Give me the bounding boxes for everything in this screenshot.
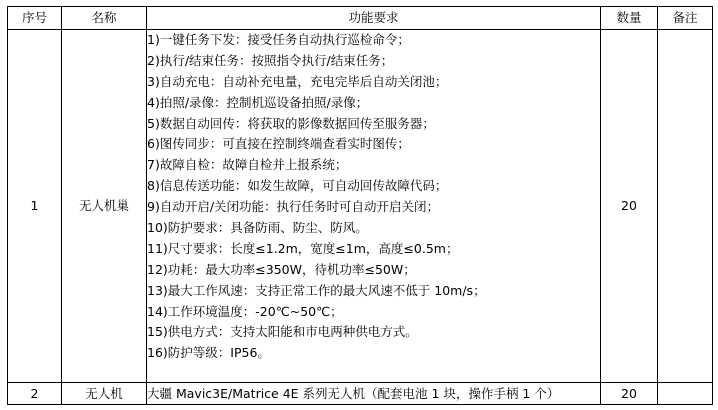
row-requirements: 大疆 Mavic3E/Matrice 4E 系列无人机（配套电池 1 块，操作手柄 1 个） (147, 383, 601, 405)
requirement-item: 12)功耗：最大功率≤350W，待机功率≤50W； (147, 261, 416, 277)
requirement-item: 14)工作环境温度：-20℃~50℃； (147, 303, 343, 319)
requirement-item: 1)一键任务下发：接受任务自动执行巡检命令； (147, 32, 410, 47)
row-remarks (658, 30, 713, 383)
row-requirements (147, 30, 601, 383)
requirement-item: 7)故障自检：故障自检并上报系统； (147, 157, 348, 173)
requirement-item: 8)信息传送功能：如发生故障，可自动回传故障代码； (147, 178, 448, 194)
header-quantity: 数量 (601, 7, 658, 30)
table-row (8, 383, 713, 405)
row-remarks (658, 383, 713, 405)
requirement-item: 13)最大工作风速：支持正常工作的最大风速不低于 10m/s； (147, 282, 486, 298)
table-row (8, 30, 713, 383)
requirement-item: 6)图传同步：可直接在控制终端查看实时图传； (147, 136, 410, 152)
requirement-item: 15)供电方式：支持太阳能和市电两种供电方式。 (147, 324, 418, 340)
requirement-item: 5)数据自动回传：将获取的影像数据回传至服务器； (147, 115, 435, 131)
row-name: 无人机 (62, 383, 147, 405)
row-name: 无人机巢 (62, 30, 147, 383)
equipment-spec-table (7, 6, 713, 405)
requirement-item: 2)执行/结束任务：按照指令执行/结束任务； (147, 52, 394, 68)
requirement-item: 9)自动开启/关闭功能：执行任务时可自动开启关闭； (147, 199, 440, 215)
requirement-item: 11)尺寸要求：长度≤1.2m，宽度≤1m，高度≤0.5m； (147, 240, 459, 256)
row-index: 2 (8, 383, 62, 405)
row-quantity: 20 (601, 30, 658, 383)
requirement-item: 16)防护等级：IP56。 (147, 345, 270, 361)
header-name: 名称 (62, 7, 147, 30)
requirement-item: 4)拍照/录像：控制机巡设备拍照/录像； (147, 94, 369, 110)
header-requirements: 功能要求 (147, 7, 601, 30)
row-index: 1 (8, 30, 62, 383)
header-remarks: 备注 (658, 7, 713, 30)
requirement-item: 10)防护要求：具备防雨、防尘、防风。 (147, 220, 368, 236)
header-index: 序号 (8, 7, 62, 30)
requirement-item: 3)自动充电：自动补充电量，充电完毕后自动关闭池； (147, 73, 448, 89)
row-quantity: 20 (601, 383, 658, 405)
header-row (8, 7, 713, 30)
